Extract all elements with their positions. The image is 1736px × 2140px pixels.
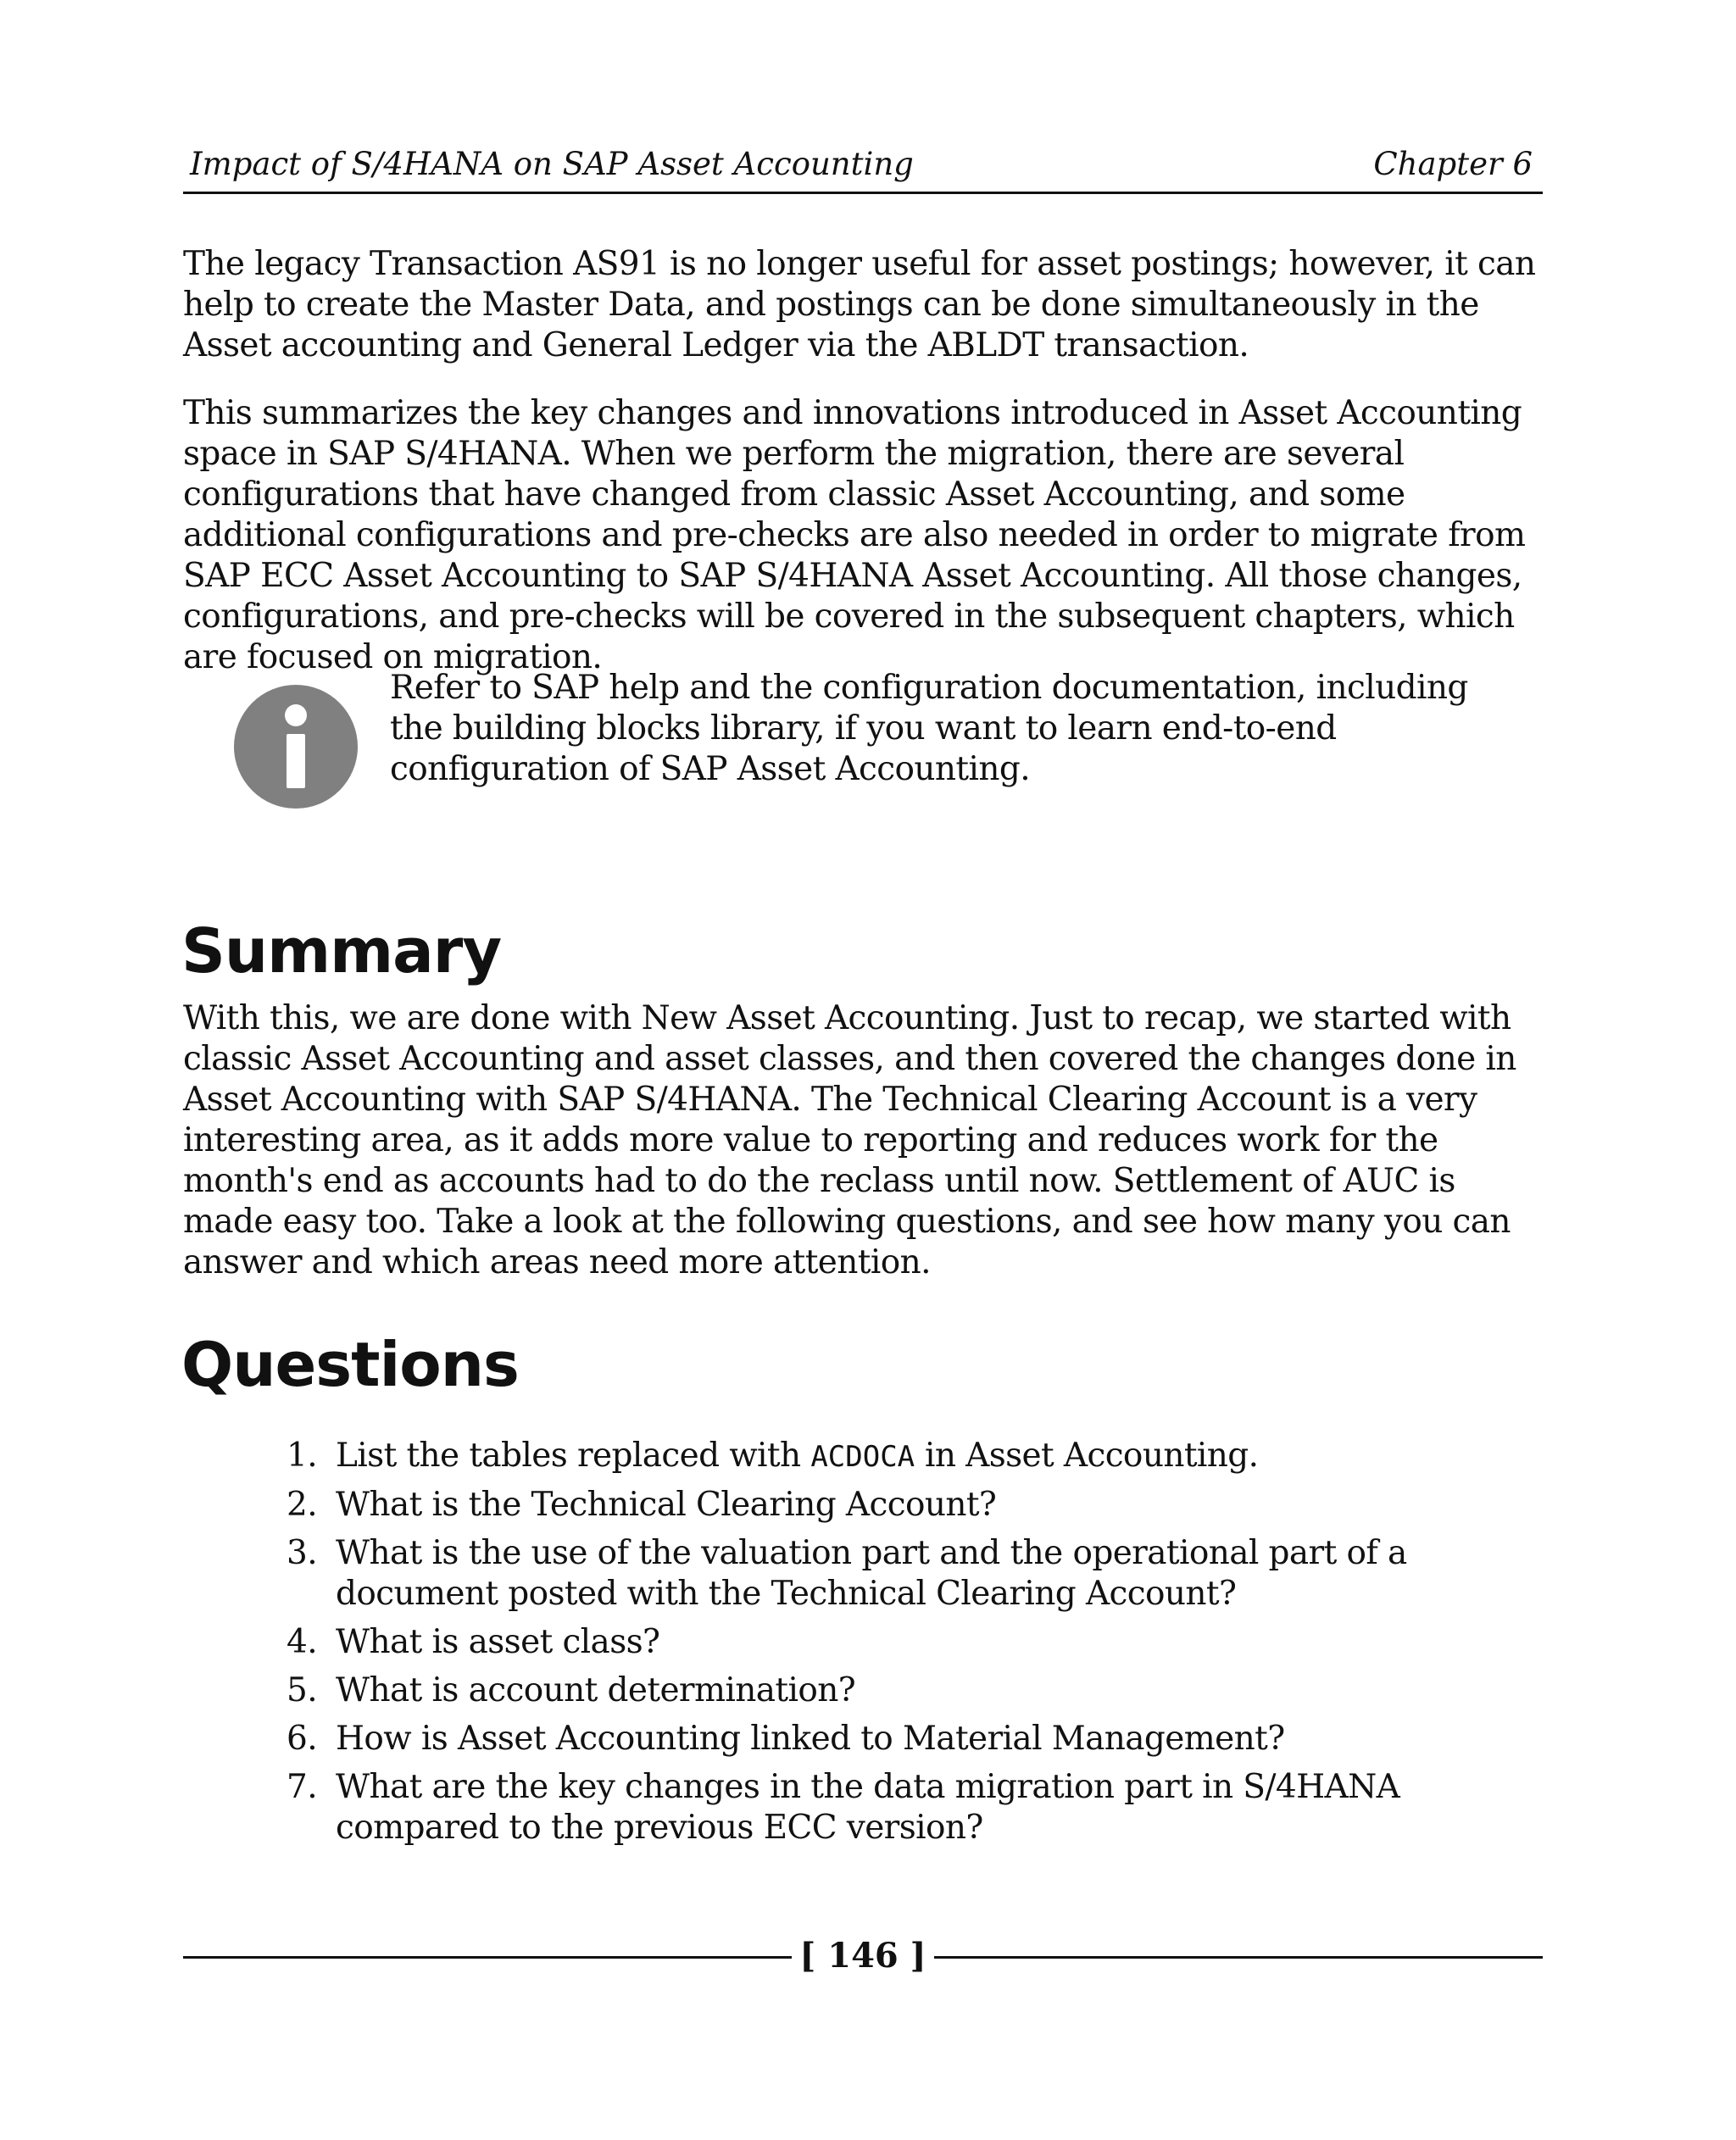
question-text-post: in Asset Accounting.	[915, 1437, 1259, 1475]
questions-heading: Questions	[181, 1329, 519, 1400]
question-item	[280, 1670, 1551, 1711]
question-number: 7.	[287, 1768, 318, 1806]
question-number: 2.	[287, 1486, 318, 1524]
header-chapter: Chapter 6	[1373, 146, 1533, 182]
note-text: Refer to SAP help and the configuration documentation, including the building blocks library, if you want to learn end-to-end configuration of SAP Asset Accounting.	[390, 669, 1468, 788]
question-text: What is asset class?	[336, 1623, 660, 1661]
question-text: What is the use of the valuation part and the operational part of a document posted with the Technical Clearing Account?	[336, 1534, 1407, 1613]
question-item	[280, 1485, 1551, 1526]
question-number: 3.	[287, 1534, 318, 1572]
questions-list	[280, 1436, 1551, 1856]
paragraph-key-changes: This summarizes the key changes and innovations introduced in Asset Accounting space in SAP S/4HANA. When we perform the migration, there are several configurations that have changed from classic Asset Accounting, and some additional configurations and pre-checks are also needed in order to migrate from SAP ECC Asset Accounting to SAP S/4HANA Asset Accounting. All those changes, configurations, and pre-checks will be covered in the subsequent chapters, which are focused on migration.	[183, 394, 1526, 676]
question-text: What is account determination?	[336, 1671, 856, 1709]
page-footer	[183, 1931, 1543, 1982]
paragraph-legacy-transaction: The legacy Transaction AS91 is no longer useful for asset postings; however, it can help to create the Master Data, and postings can be done simultaneously in the Asset accounting and General Ledger via the ABLDT transaction.	[183, 245, 1536, 364]
summary-paragraph: With this, we are done with New Asset Accounting. Just to recap, we started with classic Asset Accounting and asset classes, and then covered the changes done in Asset Accounting with SAP S/4HANA. The Technical Clearing Account is a very interesting area, as it adds more value to reporting and reduces work for the month's end as accounts had to do the reclass until now. Settlement of AUC is made easy too. Take a look at the following questions, and see how many you can answer and which areas need more attention.	[183, 999, 1516, 1281]
running-header	[183, 144, 1543, 194]
page-number: [ 146 ]	[799, 1936, 926, 1976]
question-item	[280, 1436, 1551, 1477]
question-number: 5.	[287, 1671, 318, 1709]
question-text: What is the Technical Clearing Account?	[336, 1486, 997, 1524]
table-code: ACDOCA	[810, 1440, 915, 1474]
info-icon	[234, 685, 358, 809]
question-number: 1.	[287, 1437, 318, 1475]
question-text: What are the key changes in the data migration part in S/4HANA compared to the previous ECC version?	[336, 1768, 1400, 1847]
question-number: 6.	[287, 1720, 318, 1758]
question-item	[280, 1767, 1551, 1848]
info-note	[234, 669, 1505, 814]
question-number: 4.	[287, 1623, 318, 1661]
header-title: Impact of S/4HANA on SAP Asset Accounting	[190, 146, 914, 182]
question-item	[280, 1533, 1551, 1615]
question-text: How is Asset Accounting linked to Material Management?	[336, 1720, 1285, 1758]
question-item	[280, 1622, 1551, 1663]
question-text-pre: List the tables replaced with	[336, 1437, 811, 1475]
summary-heading: Summary	[181, 915, 502, 987]
question-item	[280, 1719, 1551, 1759]
footer-rule-right	[934, 1956, 1543, 1959]
